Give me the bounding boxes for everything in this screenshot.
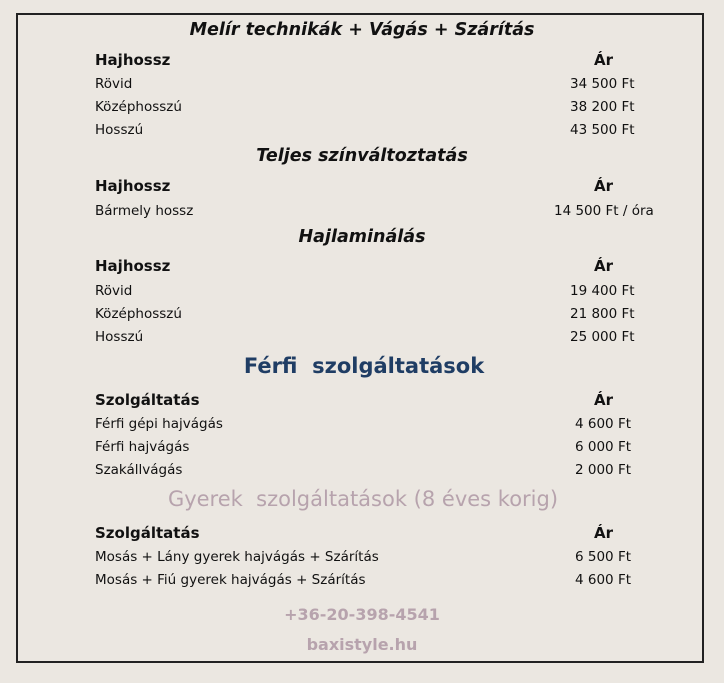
row-label: Mosás + Fiú gyerek hajvágás + Szárítás [95, 572, 366, 588]
column-header-hajhossz: Hajhossz [95, 51, 171, 69]
row-label: Mosás + Lány gyerek hajvágás + Szárítás [95, 549, 379, 565]
row-price: 21 800 Ft [570, 306, 635, 322]
row-label: Középhosszú [95, 99, 182, 115]
row-label: Bármely hossz [95, 203, 194, 219]
contact-website: baxistyle.hu [306, 635, 418, 654]
row-label: Hosszú [95, 329, 144, 345]
column-header-price: Ár [594, 51, 614, 69]
row-price: 2 000 Ft [575, 462, 631, 478]
section-title-szinvaltoztatas: Teljes színváltoztatás [256, 146, 468, 166]
row-label: Szakállvágás [95, 462, 183, 478]
row-price: 19 400 Ft [570, 283, 635, 299]
section-title-melir: Melír technikák + Vágás + Szárítás [189, 20, 535, 40]
column-header-hajhossz: Hajhossz [95, 257, 171, 275]
column-header-price: Ár [594, 524, 614, 542]
row-price: 4 600 Ft [575, 416, 631, 432]
row-price: 6 500 Ft [575, 549, 631, 565]
row-label: Rövid [95, 283, 133, 299]
row-label: Hosszú [95, 122, 144, 138]
column-header-hajhossz: Hajhossz [95, 177, 171, 195]
row-price: 4 600 Ft [575, 572, 631, 588]
row-price: 38 200 Ft [570, 99, 635, 115]
section-title-hajlaminalas: Hajlaminálás [298, 227, 426, 247]
column-header-price: Ár [594, 257, 614, 275]
column-header-szolgaltatas: Szolgáltatás [95, 391, 200, 409]
row-label: Férfi hajvágás [95, 439, 190, 455]
section-title-ferfi: Férfi szolgáltatások [243, 354, 485, 378]
row-price: 14 500 Ft / óra [554, 203, 654, 219]
column-header-price: Ár [594, 391, 614, 409]
row-price: 34 500 Ft [570, 76, 635, 92]
column-header-szolgaltatas: Szolgáltatás [95, 524, 200, 542]
row-price: 6 000 Ft [575, 439, 631, 455]
contact-phone: +36-20-398-4541 [284, 605, 440, 624]
row-price: 43 500 Ft [570, 122, 635, 138]
column-header-price: Ár [594, 177, 614, 195]
section-title-gyerek: Gyerek szolgáltatások (8 éves korig) [167, 487, 559, 511]
row-label: Középhosszú [95, 306, 182, 322]
row-label: Rövid [95, 76, 133, 92]
row-label: Férfi gépi hajvágás [95, 416, 223, 432]
row-price: 25 000 Ft [570, 329, 635, 345]
